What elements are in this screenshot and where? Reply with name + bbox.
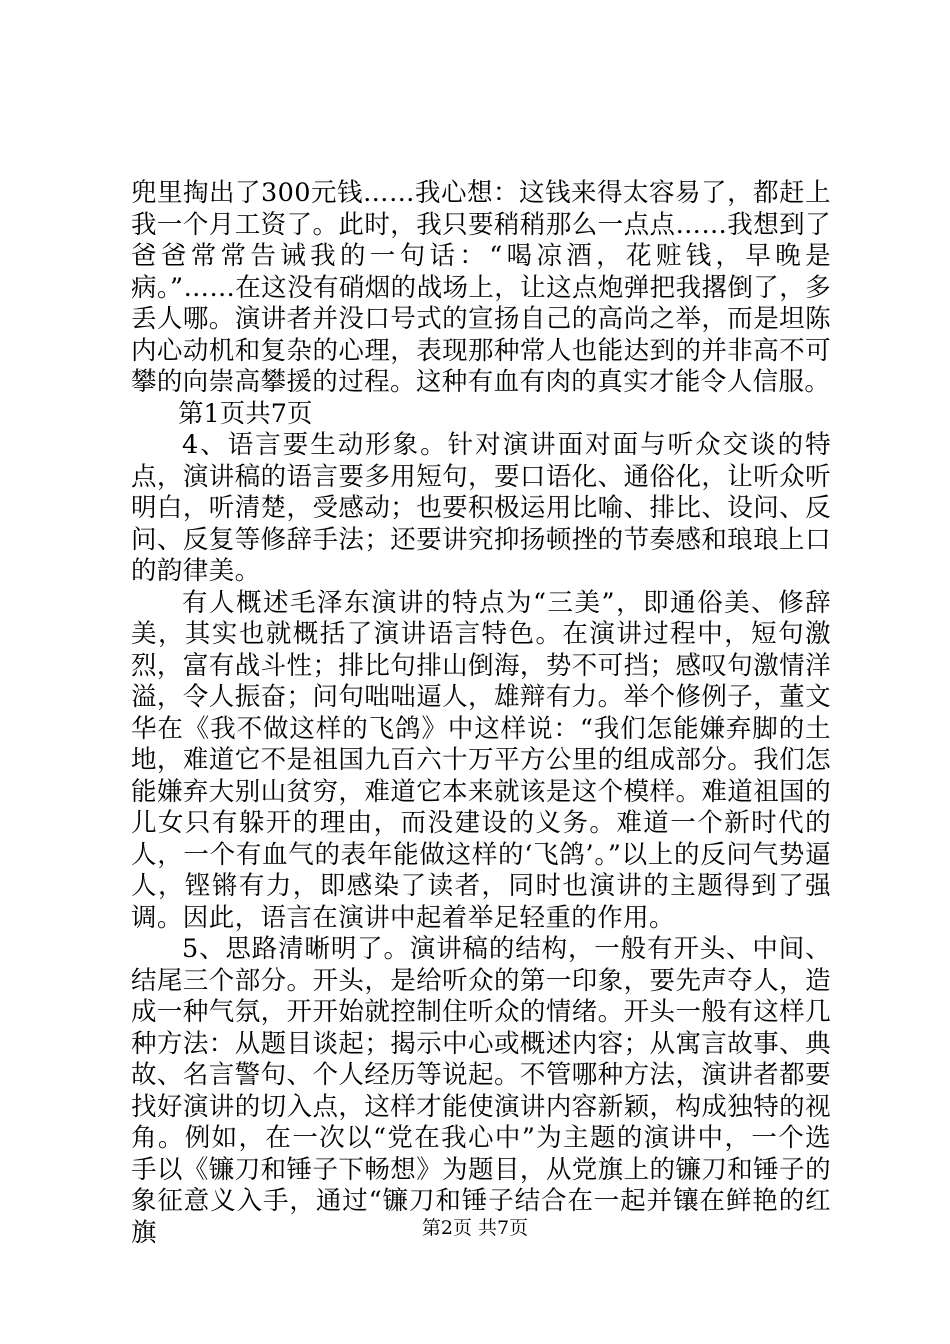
paragraph-language-vivid: 4、语言要生动形象。针对演讲面对面与听众交谈的特点，演讲稿的语言要多用短句，要口语化、通俗化，让听众听明白，听清楚，受感动；也要积极运用比喻、排比、设问、反问、反复等修辞手法；还要讲究抑扬顿挫的节奏感和琅琅上口的韵律美。 (131, 430, 831, 586)
inline-page-marker: 第1页共7页 (178, 398, 313, 429)
paragraph-continuation: 兜里掏出了300元钱……我心想：这钱来得太容易了，都赶上我一个月工资了。此时，我只要稍稍那么一点点……我想到了爸爸常常告诫我的一句话：“喝凉酒，花赃钱，早晚是病。”……在这没有硝烟的战场上，让这点炮弹把我撂倒了，多丢人哪。演讲者并没口号式的宣扬自己的高尚之举，而是坦陈内心动机和复杂的心理，表现那种常人也能达到的并非高不可攀的向崇高攀援的过程。这种有血有肉的真实才能令人信服。 (131, 178, 831, 397)
page-footer: 第2页 共7页 (421, 1217, 529, 1239)
document-body (131, 178, 831, 1249)
paragraph-clear-structure: 5、思路清晰明了。演讲稿的结构，一般有开头、中间、结尾三个部分。开头，是给听众的第一印象，要先声夺人，造成一种气氛，开开始就控制住听众的情绪。开头一般有这样几种方法：从题目谈起；揭示中心或概述内容；从寓言故事、典故、名言警句、个人经历等说起。不管哪种方法，演讲者都要找好演讲的切入点，这样才能使演讲内容新颖，构成独特的视角。例如，在一次以“党在我心中”为主题的演讲中，一个选手以《镰刀和锤子下畅想》为题目，从党旗上的镰刀和锤子的象征意义入手，通过“镰刀和锤子结合在一起并镶在鲜艳的红旗 (131, 934, 831, 1248)
paragraph-mao-speech: 有人概述毛泽东演讲的特点为“三美”，即通俗美、修辞美，其实也就概括了演讲语言特色。在演讲过程中，短句激烈，富有战斗性；排比句排山倒海，势不可挡；感叹句激情洋溢，令人振奋；问句咄咄逼人，雄辩有力。举个修例子，董文华在《我不做这样的飞鸽》中这样说：“我们怎能嫌弃脚的土地，难道它不是祖国九百六十万平方公里的组成部分。我们怎能嫌弃大别山贫穷，难道它本来就该是这个模样。难道祖国的儿女只有躲开的理由，而没建设的义务。难道一个新时代的人，一个有血气的表年能做这样的‘飞鸽’。”以上的反问气势逼人，铿锵有力，即感染了读者，同时也演讲的主题得到了强调。因此，语言在演讲中起着举足轻重的作用。 (131, 587, 831, 933)
